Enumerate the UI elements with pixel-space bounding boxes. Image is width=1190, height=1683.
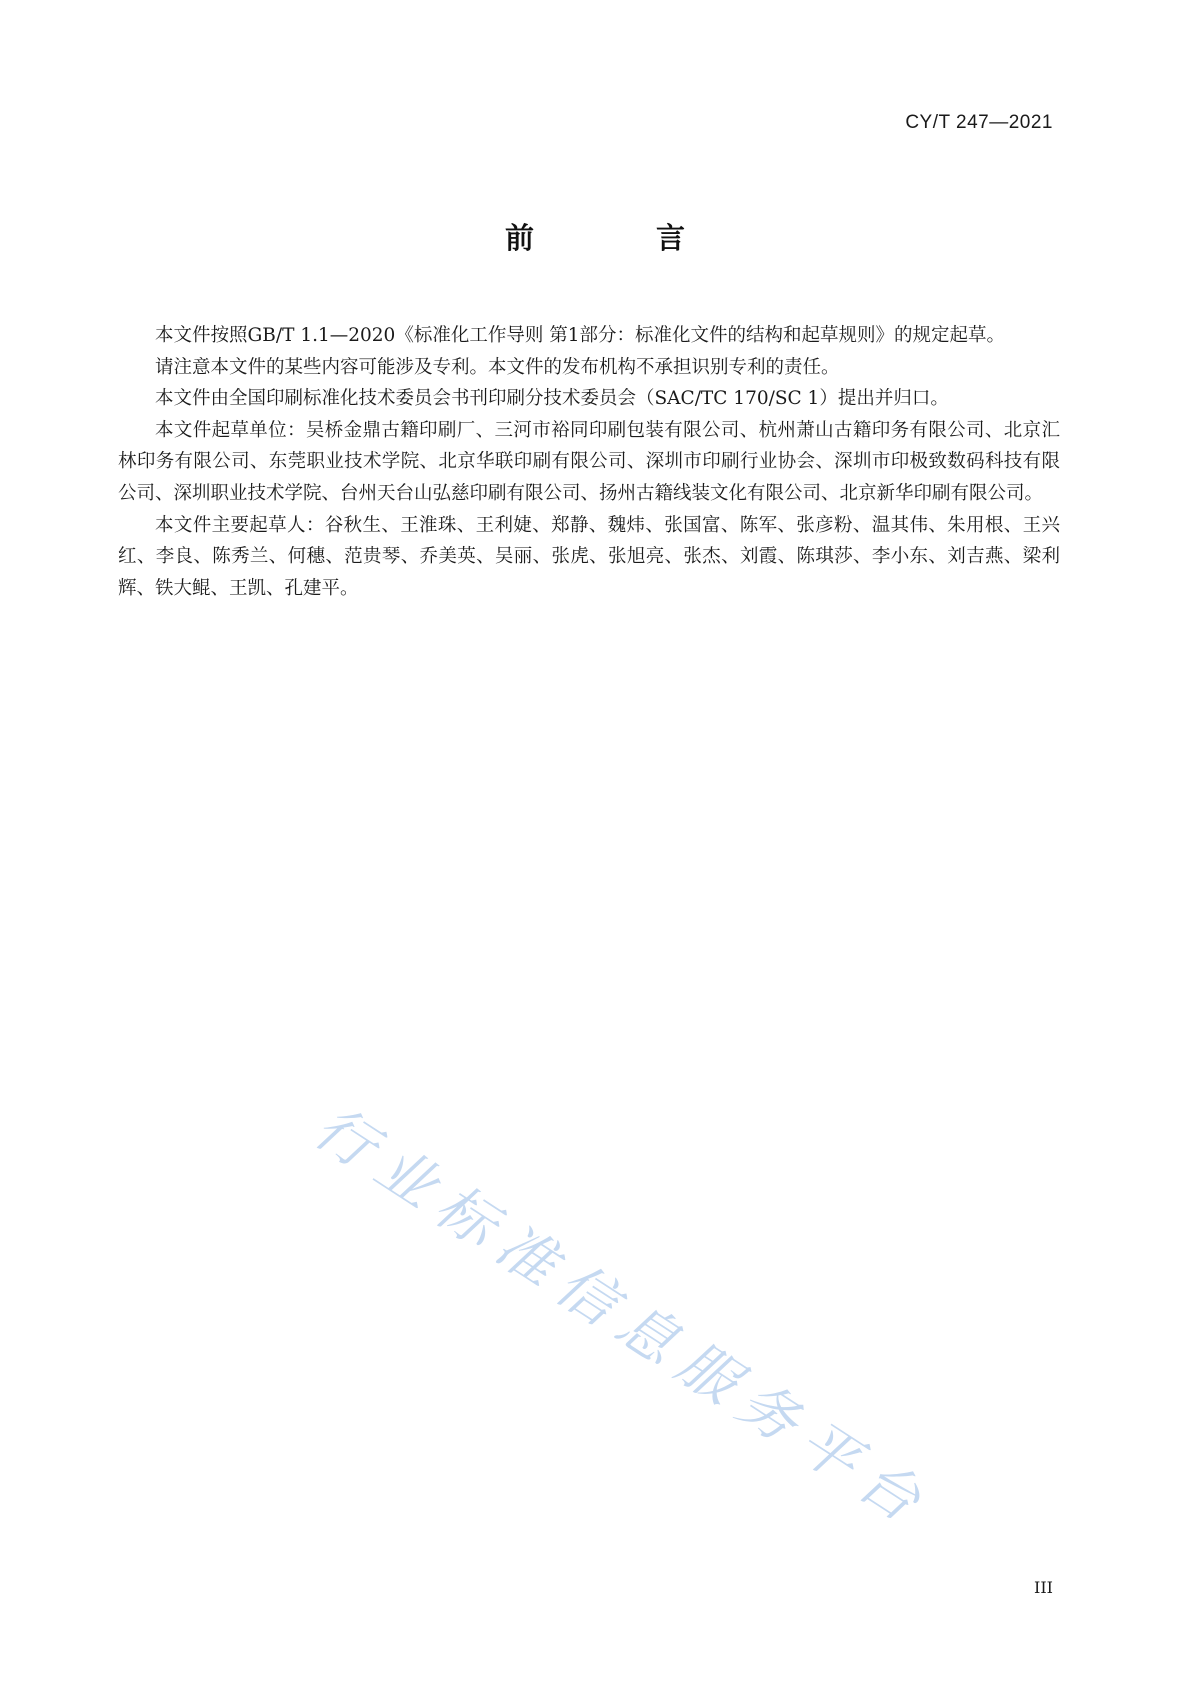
page-number: III xyxy=(1034,1578,1053,1597)
paragraph-proposer: 本文件由全国印刷标准化技术委员会书刊印刷分技术委员会（SAC/TC 170/SC 1）提出并归口。 xyxy=(155,388,949,410)
foreword-body xyxy=(118,320,1060,604)
standard-code: CY/T 247—2021 xyxy=(905,112,1053,133)
paragraph-drafters: 本文件主要起草人：谷秋生、王淮珠、王利婕、郑静、魏炜、张国富、陈军、张彦粉、温其伟、朱用根、王兴红、李良、陈秀兰、何穗、范贵琴、乔美英、吴丽、张虎、张旭亮、张杰、刘霞、陈琪莎、李小东、刘吉燕、梁利辉、铁大鲲、王凯、孔建平。 xyxy=(118,514,1060,599)
paragraph-patent-notice: 请注意本文件的某些内容可能涉及专利。本文件的发布机构不承担识别专利的责任。 xyxy=(155,356,840,378)
page-title: 前 言 xyxy=(504,221,742,255)
paragraph-drafting-units: 本文件起草单位：吴桥金鼎古籍印刷厂、三河市裕同印刷包装有限公司、杭州萧山古籍印务有限公司、北京汇林印务有限公司、东莞职业技术学院、北京华联印刷有限公司、深圳市印刷行业协会、深圳市印极致数码科技有限公司、深圳职业技术学院、台州天台山弘慈印刷有限公司、扬州古籍线装文化有限公司、北京新华印刷有限公司。 xyxy=(118,419,1060,504)
paragraph-drafting-rules: 本文件按照GB/T 1.1—2020《标准化工作导则 第1部分：标准化文件的结构和起草规则》的规定起草。 xyxy=(155,325,1005,346)
watermark: 行业标准信息服务平台 xyxy=(302,1092,944,1542)
